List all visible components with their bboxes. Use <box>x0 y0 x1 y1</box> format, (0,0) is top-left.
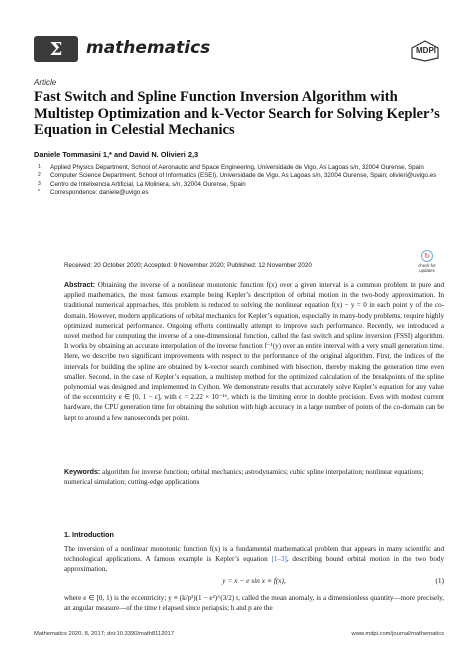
intro-paragraph: The inversion of a nonlinear monotonic function f(x) is a fundamental mathematical problem that appears in many scientific and technological applications. A famous example is Kepler’s equation [1–3], describing bound orbital motion in the two body approximation, <box>64 545 444 574</box>
abstract <box>64 280 444 423</box>
equation-1 <box>64 576 444 588</box>
refresh-icon: ↻ <box>421 250 433 262</box>
author-list: Daniele Tommasini 1,* and David N. Olivieri 2,3 <box>34 150 199 159</box>
affiliation-list <box>34 164 444 198</box>
citation-link[interactable]: [1–3] <box>271 555 287 564</box>
footer-citation: Mathematics 2020, 8, 2017; doi:10.3390/math8112017 <box>34 631 175 637</box>
check-for-updates-badge[interactable]: ↻ check for updates <box>418 252 436 273</box>
publication-dates: Received: 20 October 2020; Accepted: 9 November 2020; Published: 12 November 2020 <box>64 262 312 269</box>
article-type: Article <box>34 78 57 87</box>
section-heading: 1. Introduction <box>64 530 114 539</box>
keywords-text: algorithm for inverse function; orbital mechanics; astrodynamics; cubic spline interpolation; nonlinear equations; numerical simulation; cutting-edge applications <box>64 468 424 487</box>
footer-url[interactable]: www.mdpi.com/journal/mathematics <box>351 631 444 637</box>
affiliation-item: 3 Centro de Intelixencia Artificial, La Molinera, s/n, 32004 Ourense, Spain <box>38 180 246 188</box>
abstract-text: Obtaining the inverse of a nonlinear monotonic function f(x) over a given interval is a common problem in pure and applied mathematics, the most famous example being Kepler’s description of orbital motion in the two-body approximation. In traditional numerical approaches, this problem is reduced to solving the nonlinear equation f(x) − y = 0 in each point y of the co-domain. However, modern applications of orbital mechanics for Kepler’s equation, especially in many-body problems, require highly optimized numerical performance. Ongoing efforts continually attempt to improve such performance. Recently, we introduced a novel method for computing the inverse of a one-dimensional function, called the fast switch and spline inversion (FSSI) algorithm. It works by obtaining an accurate interpolation of the inverse function f⁻¹(y) over an entire interval with a very small generation time. Here, we describe two significant improvements with respect to the performance of the original algorithm. First, the indices of the intervals for building the spline are obtained by k-vector search combined with bisection, thereby making the generation time even smaller. Second, in the case of Kepler’s equation, a multistep method for the optimized calculation of the breakpoints of the spline polynomial was designed and implemented in Cython. We demonstrate results that accurately solve Kepler’s equation for any value of the eccentricity e ∈ [0, 1 − ϵ], with ϵ = 2.22 × 10⁻¹⁶, which is the limiting error in double precision. Even with modest current hardware, the CPU generation time for obtaining the solution with high accuracy in a large number of points of the co-domain can be kept to around a few nanoseconds per point. <box>64 281 444 422</box>
paper-title: Fast Switch and Spline Function Inversion Algorithm with Multistep Optimization and k-Vector Search for Solving Kepler’s Equation in Celestial Mechanics <box>34 89 440 138</box>
journal-name: mathematics <box>86 38 211 58</box>
keywords <box>64 467 444 487</box>
equation-text: y = x − e sin x ≡ f(x), <box>222 576 286 585</box>
publisher-name: MDPI <box>416 46 436 55</box>
journal-logo <box>34 36 78 62</box>
sigma-icon: Σ <box>49 38 63 60</box>
equation-number: (1) <box>435 576 444 585</box>
intro-paragraph-2: where e ∈ [0, 1) is the eccentricity; y ≡ (k/p²)(1 − e²)^(3/2) t, called the mean anomaly, is a dimensionless quantity—more precisely, an angular measure—of the time t elapsed since periapsis; h and p are the <box>64 594 444 613</box>
keywords-label: Keywords: <box>64 468 101 476</box>
affiliation-item: 1 Applied Physics Department, School of Aeronautic and Space Engineering, Universidade de Vigo, As Lagoas s/n, 32004 Ourense, Spain <box>38 164 424 171</box>
affiliation-item: 2 Computer Science Department, School of Informatics (ESEI), Universidade de Vigo, As Lagoas s/n, 32004 Ourense, Spain; olivieri@uvigo.es <box>38 172 437 180</box>
abstract-label: Abstract: <box>64 281 96 289</box>
affiliation-item: * Correspondence: daniele@uvigo.es <box>38 189 149 197</box>
